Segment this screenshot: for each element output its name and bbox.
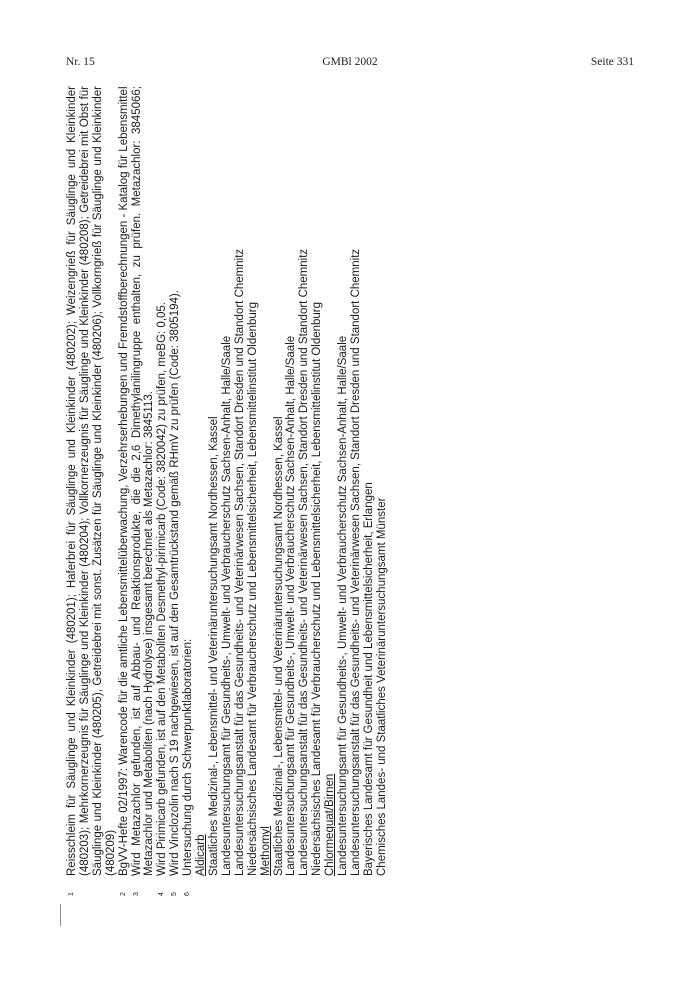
- page-number: Seite 331: [590, 56, 634, 68]
- lab-name: Staatliches Medizinal-, Lebensmittel- und Veterinäruntersuchungsamt Nordhessen, Kassel: [207, 416, 220, 876]
- footnote-4: [156, 86, 169, 896]
- footnote-rule: [60, 904, 61, 926]
- lab-name: Chemisches Landes- und Staatliches Veterinäruntersuchungsamt Münster: [375, 497, 388, 876]
- lab-name: Landesuntersuchungsanstalt für das Gesundheits- und Veterinärwesen Sachsen, Standort Dresden und Standort Chemnitz: [233, 248, 246, 876]
- lab-name: Niedersächsisches Landesamt für Verbraucherschutz und Lebensmittelsicherheit, Lebensmittelinstitut Oldenburg: [246, 301, 259, 876]
- footnote-number: 5: [171, 892, 179, 896]
- lab-name: Landesuntersuchungsamt für Gesundheits-, Umwelt- und Verbraucherschutz Sachsen-Anhalt, Halle/Saale: [337, 335, 350, 876]
- lab-list-intro: Untersuchung durch Schwerpunktlaboratorien:: [182, 638, 195, 876]
- lab-name: Landesuntersuchungsanstalt für das Gesundheits- und Veterinärwesen Sachsen, Standort Dresden und Standort Chemnitz: [298, 248, 311, 876]
- lab-name: Bayerisches Landesamt für Gesundheit und Lebensmittelsicherheit, Erlangen: [362, 482, 375, 876]
- footnote-6: [182, 86, 389, 896]
- footnote-text: Wird Vinclozolin nach S 19 nachgewiesen, ist auf den Gesamtrückstand gemäß RHmV zu prüfen (Code: 3805194).: [169, 290, 182, 876]
- lab-name: Landesuntersuchungsamt für Gesundheits-, Umwelt- und Verbraucherschutz Sachsen-Anhalt, Halle/Saale: [220, 335, 233, 876]
- group-title: Chlormequat/Birnen: [324, 773, 337, 876]
- group-title: Aldicarb: [195, 834, 208, 876]
- lab-name: Landesuntersuchungsamt für Gesundheits-, Umwelt- und Verbraucherschutz Sachsen-Anhalt, Halle/Saale: [285, 335, 298, 876]
- footnote-number: 2: [119, 892, 127, 896]
- issue-number: Nr. 15: [66, 56, 95, 68]
- group-title: Methomyl: [259, 826, 272, 876]
- footnote-3: [131, 86, 157, 896]
- journal-title: GMBl 2002: [322, 56, 378, 68]
- lab-name: Landesuntersuchungsanstalt für das Gesundheits- und Veterinärwesen Sachsen, Standort Dresden und Standort Chemnitz: [349, 248, 362, 876]
- footnote-text: Wird Metazachlor gefunden, ist auf Abbau- und Reaktionsprodukte, die die 2,6 Dimethylanilingruppe enthalten, zu prüfen. Metazachlor: 3845066; Metazachlor und Metaboliten (nach Hydrolyse) insgesamt berechnet als Metazachlor: 3845113.: [130, 86, 156, 876]
- lab-name: Staatliches Medizinal-, Lebensmittel- und Veterinäruntersuchungsamt Nordhessen, Kassel: [272, 416, 285, 876]
- footnote-text: [182, 86, 389, 876]
- footnotes-block: [66, 86, 389, 896]
- footnote-number: 1: [68, 892, 75, 896]
- lab-name: Niedersächsisches Landesamt für Verbraucherschutz und Lebensmittelsicherheit, Lebensmittelinstitut Oldenburg: [311, 301, 324, 876]
- footnote-5: [169, 86, 182, 896]
- footnote-number: 6: [184, 892, 192, 896]
- footnote-1: [66, 86, 118, 896]
- footnote-number: 3: [132, 892, 140, 896]
- page-header: [66, 56, 634, 72]
- footnote-text: Wird Pirimicarb gefunden, ist auf den Metaboliten Desmethyl-pirimicarb (Code: 3820042) zu prüfen, meBG: 0,05.: [156, 302, 169, 876]
- footnote-2: [118, 86, 131, 896]
- footnote-number: 4: [158, 892, 166, 896]
- footnote-text: Reisschleim für Säuglinge und Kleinkinder (480201); Haferbrei für Säuglinge und Kleinkinder (480202); Weizengrieß für Säuglinge und Kleinkinder (480203); Mehrkornerzeugnis für Säuglinge und Kleinkinder (480204); Vollkornerzeugnis für Säuglinge und Kleinkinder (480208); Getreidebrei mit Obst für Säuglinge und Kleinkinder (480205), Getreidebrei mit sonst. Zusätzen für Säuglinge und Kleinkinder (480206); Vollkorngrieß für Säuglinge und Kleinkinder (480209): [66, 86, 117, 876]
- footnote-text: BgVV-Hefte 02/1997: Warencode für die amtliche Lebensmittelüberwachung, Verzehrserhebungen und Fremdstoffberechnungen - Katalog für Lebensmittel: [117, 86, 130, 876]
